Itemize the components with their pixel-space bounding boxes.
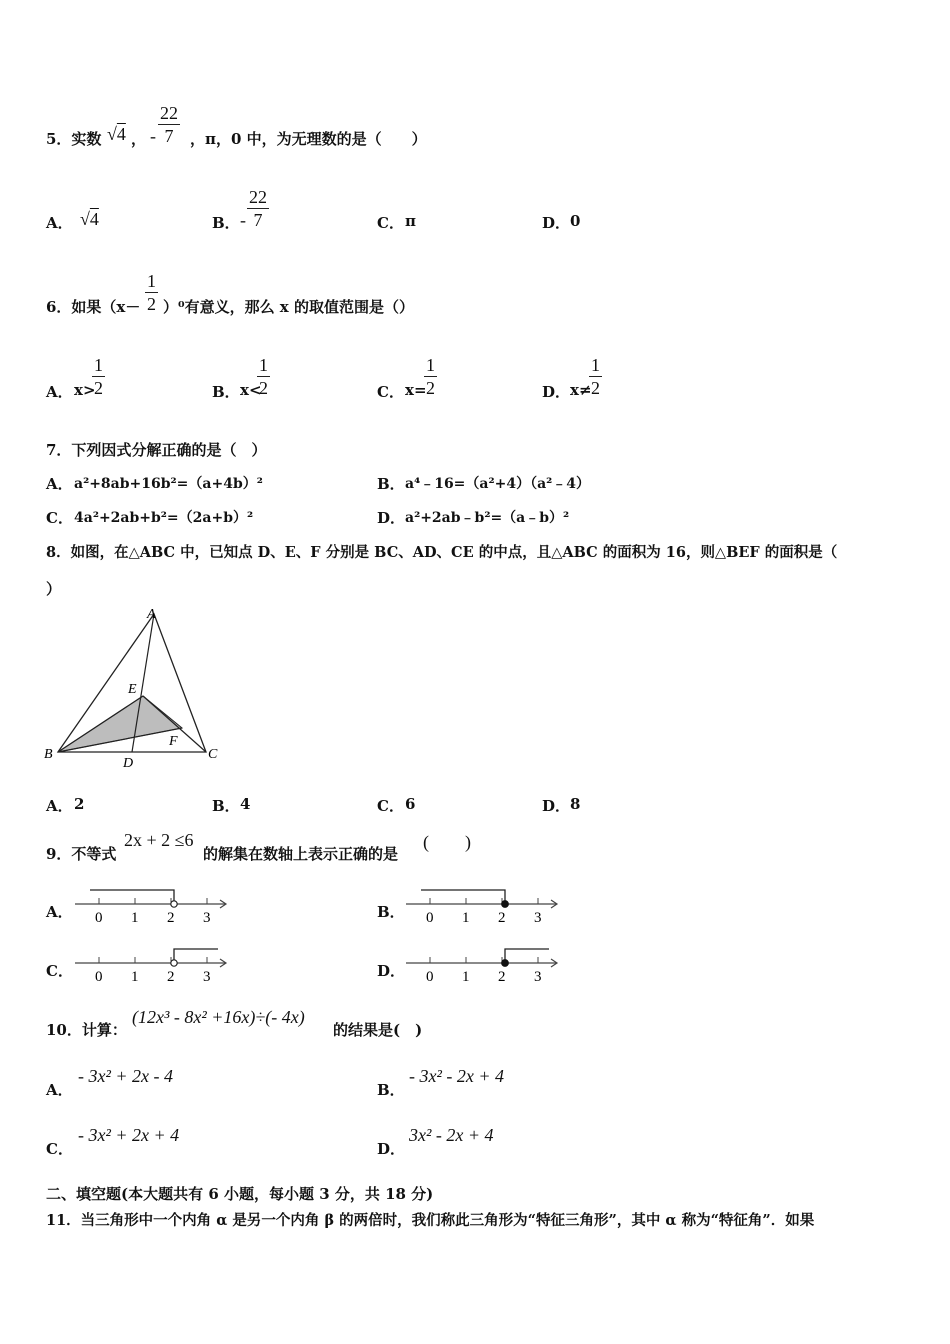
q5-sqrt: √4 [107,124,126,144]
q11-text: 11．当三角形中一个内角 α 是另一个内角 β 的两倍时，我们称此三角形为“特征三角形”，其中 α 称为“特征角”．如果 [46,1212,815,1229]
q8-option-a-value: 2 [74,795,85,813]
q9-rest: 的解集在数轴上表示正确的是 [203,845,399,863]
q8-option-c-label: C． [377,797,404,815]
q6-option-c-label: C． [377,383,404,401]
solution-ray [421,890,505,902]
q6-fraction: $\frac{1}{2}$ [147,271,156,314]
label-a: A [147,607,156,622]
svg-text:3: 3 [203,969,211,985]
q9-prefix: 9．不等式 [46,845,117,863]
closed-dot [502,901,509,908]
q5-option-c-label: C． [377,214,404,232]
q7-option-a-text: a²+8ab+16b²=（a+4b）² [74,476,263,492]
svg-text:0: 0 [426,969,434,985]
closed-dot [502,960,509,967]
q10-option-d-expr: 3x² - 2x + 4 [409,1125,494,1145]
triangle-figure [40,600,230,775]
q8-option-d-value: 8 [570,795,581,813]
svg-text:3: 3 [203,910,211,926]
q5-option-d-label: D． [542,214,571,232]
q6-option-a-label: A． [46,383,73,401]
section-2-title: 二、填空题(本大题共有 6 小题，每小题 3 分，共 18 分) [46,1185,434,1203]
q5-rest: ，π，0 中，为无理数的是（ ） [190,130,427,148]
q8-option-d-label: D． [542,797,571,815]
q7-option-b-text: a⁴﹣16=（a²+4）（a²﹣4） [405,476,591,492]
svg-text:1: 1 [462,969,470,985]
q8-stem-line1: 8．如图，在△ABC 中，已知点 D、E、F 分别是 BC、AD、CE 的中点，且△ABC 的面积为 16，则△BEF 的面积是（ [46,544,838,561]
q5-option-b-neg: - [240,210,246,230]
label-d: D [123,756,134,771]
q10-option-b-label: B． [377,1081,405,1099]
svg-text:1: 1 [131,910,139,926]
solution-ray [174,949,218,961]
q9-option-c-label: C． [46,962,73,980]
label-e: E [128,682,137,697]
q8-option-a-label: A． [46,797,73,815]
q8-option-c-value: 6 [405,795,416,813]
q5-option-a-value: √4 [80,209,99,229]
q7-option-a-label: A． [46,475,73,493]
svg-text:3: 3 [534,969,542,985]
q6-option-d-expr: x≠ [570,381,592,399]
q5-option-a-label: A． [46,214,73,232]
svg-text:3: 3 [534,910,542,926]
svg-text:1: 1 [131,969,139,985]
q9-paren: ( ) [423,832,471,852]
q8-option-b-label: B． [212,797,240,815]
svg-text:1: 1 [462,910,470,926]
number-line-b [401,882,566,928]
open-dot [171,960,177,966]
svg-text:2: 2 [167,910,175,926]
q7-stem: 7．下列因式分解正确的是（ ） [46,441,267,459]
q5-option-b-label: B． [212,214,240,232]
q10-prefix: 10．计算： [46,1021,127,1039]
svg-text:0: 0 [95,910,103,926]
q9-option-b-label: B． [377,903,405,921]
q6-option-b-expr: x< [240,381,262,399]
q5-fraction: $\frac{22}{7}$ [160,103,178,146]
q6-option-c-fraction: $\frac{1}{2}$ [426,355,435,398]
q9-inequality: 2x + 2 ≤6 [124,830,194,850]
q10-option-b-expr: - 3x² - 2x + 4 [409,1066,505,1086]
q6-rest: ）⁰有意义，那么 x 的取值范围是（） [163,298,414,316]
q6-option-b-label: B． [212,383,240,401]
q6-option-a-fraction: $\frac{1}{2}$ [94,355,103,398]
q10-expression: (12x³ - 8x² +16x)÷(- 4x) [132,1007,305,1027]
q6-option-c-expr: x= [405,381,427,399]
solution-ray [90,890,174,902]
q10-option-c-label: C． [46,1140,73,1158]
solution-ray [505,949,549,961]
q10-option-c-expr: - 3x² + 2x + 4 [78,1125,180,1145]
q6-option-d-label: D． [542,383,571,401]
svg-text:2: 2 [498,910,506,926]
number-line-c [70,941,235,987]
q6-option-b-fraction: $\frac{1}{2}$ [259,355,268,398]
label-c: C [208,747,218,762]
q6-option-a-expr: x> [74,381,96,399]
q7-option-c-text: 4a²+2ab+b²=（2a+b）² [74,510,254,526]
q7-option-d-text: a²+2ab﹣b²=（a﹣b）² [405,510,570,526]
q9-option-d-label: D． [377,962,406,980]
shaded-triangle-bef [58,696,182,752]
number-line-d [401,941,566,987]
svg-text:0: 0 [426,910,434,926]
q8-stem-line2: ） [46,580,62,598]
q6-option-d-fraction: $\frac{1}{2}$ [591,355,600,398]
q9-option-a-label: A． [46,903,73,921]
q10-option-a-expr: - 3x² + 2x - 4 [78,1066,174,1086]
label-f: F [169,734,178,749]
q5-option-d-value: 0 [570,212,581,230]
q10-option-d-label: D． [377,1140,406,1158]
svg-text:2: 2 [167,969,175,985]
q7-option-c-label: C． [46,509,73,527]
q7-option-b-label: B． [377,475,405,493]
q10-option-a-label: A． [46,1081,73,1099]
q5-prefix: 5．实数 [46,130,102,148]
open-dot [171,901,177,907]
svg-text:0: 0 [95,969,103,985]
q10-rest: 的结果是( ) [333,1021,423,1039]
q5-option-b-fraction: $\frac{22}{7}$ [249,187,267,230]
q8-option-b-value: 4 [240,795,251,813]
q6-prefix: 6．如果（x－ [46,298,141,316]
number-line-a [70,882,235,928]
q5-neg-sign: - [150,126,156,146]
label-b: B [44,747,53,762]
q5-option-c-value: π [405,212,416,230]
svg-text:2: 2 [498,969,506,985]
q7-option-d-label: D． [377,509,406,527]
